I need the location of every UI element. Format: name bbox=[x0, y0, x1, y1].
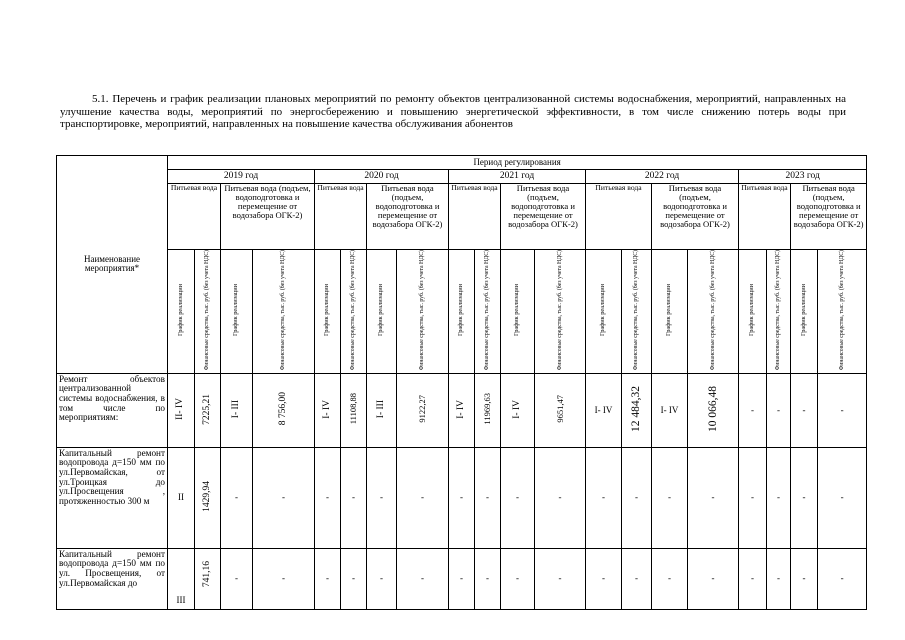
cell: I- IV bbox=[315, 373, 341, 447]
cell: - bbox=[622, 447, 652, 548]
cell: III bbox=[168, 548, 195, 609]
cell: II- IV bbox=[168, 373, 195, 447]
row-name: Капитальный ремонт водопровода д=150 мм по ул. Просвещения, от ул.Первомайская до bbox=[57, 548, 168, 609]
cell: - bbox=[791, 548, 818, 609]
group-drinking-ogk-2019: Питьевая вода (подъем, водоподготовка и перемещение от водозабора ОГК-2) bbox=[221, 184, 315, 250]
cell: - bbox=[253, 548, 315, 609]
cell: - bbox=[586, 447, 622, 548]
cell: - bbox=[341, 447, 367, 548]
cell: - bbox=[253, 447, 315, 548]
group-drinking-2021: Питьевая вода bbox=[449, 184, 501, 250]
cell: I- IV bbox=[652, 373, 688, 447]
cell: 7225,21 bbox=[195, 373, 221, 447]
group-drinking-ogk-2023: Питьевая вода (подъем, водоподготовка и перемещение от водозабора ОГК-2) bbox=[791, 184, 867, 250]
cell: I- III bbox=[221, 373, 253, 447]
cell: - bbox=[449, 447, 475, 548]
cell: - bbox=[449, 548, 475, 609]
cell: - bbox=[221, 447, 253, 548]
cell: II bbox=[168, 447, 195, 548]
cell: I- IV bbox=[501, 373, 535, 447]
cell: - bbox=[367, 548, 397, 609]
col-finance: Финансовые средства, тыс. руб. (без учета НДС) bbox=[475, 250, 501, 374]
year-2023: 2023 год bbox=[739, 170, 867, 184]
cell: - bbox=[397, 447, 449, 548]
col-finance: Финансовые средства, тыс. руб. (без учета НДС) bbox=[767, 250, 791, 374]
col-schedule: График реализации bbox=[449, 250, 475, 374]
cell: 11969,63 bbox=[475, 373, 501, 447]
name-column-header: Наименование мероприятия* bbox=[57, 156, 168, 374]
cell: - bbox=[767, 373, 791, 447]
cell: - bbox=[315, 447, 341, 548]
cell: 11108,88 bbox=[341, 373, 367, 447]
cell: I- III bbox=[367, 373, 397, 447]
cell: 12 484,32 bbox=[622, 373, 652, 447]
col-finance: Финансовые средства, тыс. руб. (без учета НДС) bbox=[688, 250, 739, 374]
cell: - bbox=[818, 447, 867, 548]
cell: - bbox=[767, 548, 791, 609]
cell: - bbox=[818, 373, 867, 447]
cell: 8 756,00 bbox=[253, 373, 315, 447]
col-schedule: График реализации bbox=[586, 250, 622, 374]
col-finance: Финансовые средства, тыс. руб. (без учета НДС) bbox=[253, 250, 315, 374]
group-drinking-2022: Питьевая вода bbox=[586, 184, 652, 250]
cell: - bbox=[622, 548, 652, 609]
cell: - bbox=[475, 548, 501, 609]
cell: - bbox=[739, 373, 767, 447]
cell: - bbox=[791, 373, 818, 447]
year-2020: 2020 год bbox=[315, 170, 449, 184]
cell: - bbox=[586, 548, 622, 609]
year-2022: 2022 год bbox=[586, 170, 739, 184]
cell: I- IV bbox=[586, 373, 622, 447]
group-drinking-ogk-2021: Питьевая вода (подъем, водоподготовка и перемещение от водозабора ОГК-2) bbox=[501, 184, 586, 250]
cell: - bbox=[739, 548, 767, 609]
cell: - bbox=[367, 447, 397, 548]
col-finance: Финансовые средства, тыс. руб. (без учета НДС) bbox=[535, 250, 586, 374]
group-drinking-2023: Питьевая вода bbox=[739, 184, 791, 250]
group-drinking-ogk-2022: Питьевая вода (подъем, водоподготовка и перемещение от водозабора ОГК-2) bbox=[652, 184, 739, 250]
cell: - bbox=[688, 447, 739, 548]
cell: - bbox=[535, 548, 586, 609]
col-schedule: График реализации bbox=[652, 250, 688, 374]
cell: 1429,94 bbox=[195, 447, 221, 548]
period-header: Период регулирования bbox=[168, 156, 867, 170]
row-name: Ремонт объектов централизованной системы водоснабжения, в том числе по мероприятиям: bbox=[57, 373, 168, 447]
group-drinking-2019: Питьевая вода bbox=[168, 184, 221, 250]
col-finance: Финансовые средства, тыс. руб. (без учета НДС) bbox=[622, 250, 652, 374]
col-schedule: График реализации bbox=[367, 250, 397, 374]
cell: 741,16 bbox=[195, 548, 221, 609]
cell: - bbox=[652, 447, 688, 548]
cell: - bbox=[535, 447, 586, 548]
group-drinking-ogk-2020: Питьевая вода (подъем, водоподготовка и перемещение от водозабора ОГК-2) bbox=[367, 184, 449, 250]
cell: - bbox=[501, 548, 535, 609]
table-row bbox=[57, 373, 867, 447]
cell: I- IV bbox=[449, 373, 475, 447]
table-row bbox=[57, 447, 867, 548]
row-name: Капитальный ремонт водопровода д=150 мм по ул.Первомайская, от ул.Троицкая до ул.Просвещения , протяженностью 300 м bbox=[57, 447, 168, 548]
cell: - bbox=[501, 447, 535, 548]
cell: - bbox=[767, 447, 791, 548]
col-finance: Финансовые средства, тыс. руб. (без учета НДС) bbox=[195, 250, 221, 374]
col-schedule: График реализации bbox=[221, 250, 253, 374]
group-drinking-2020: Питьевая вода bbox=[315, 184, 367, 250]
cell: 10 066,48 bbox=[688, 373, 739, 447]
cell: - bbox=[791, 447, 818, 548]
cell: - bbox=[341, 548, 367, 609]
cell: - bbox=[739, 447, 767, 548]
col-finance: Финансовые средства, тыс. руб. (без учета НДС) bbox=[341, 250, 367, 374]
col-schedule: График реализации bbox=[791, 250, 818, 374]
cell: - bbox=[315, 548, 341, 609]
cell: - bbox=[688, 548, 739, 609]
year-2019: 2019 год bbox=[168, 170, 315, 184]
cell: - bbox=[475, 447, 501, 548]
col-schedule: График реализации bbox=[501, 250, 535, 374]
col-schedule: График реализации bbox=[315, 250, 341, 374]
col-schedule: График реализации bbox=[739, 250, 767, 374]
cell: 9651,47 bbox=[535, 373, 586, 447]
col-finance: Финансовые средства, тыс. руб. (без учета НДС) bbox=[397, 250, 449, 374]
year-2021: 2021 год bbox=[449, 170, 586, 184]
cell: 9122,27 bbox=[397, 373, 449, 447]
col-schedule: График реализации bbox=[168, 250, 195, 374]
col-finance: Финансовые средства, тыс. руб. (без учета НДС) bbox=[818, 250, 867, 374]
cell: - bbox=[221, 548, 253, 609]
cell: - bbox=[652, 548, 688, 609]
plan-table bbox=[56, 155, 867, 610]
table-row bbox=[57, 548, 867, 609]
cell: - bbox=[818, 548, 867, 609]
cell: - bbox=[397, 548, 449, 609]
section-heading: 5.1. Перечень и график реализации плановых мероприятий по ремонту объектов централизованной системы водоснабжения, мероприятий, направленных на улучшение качества воды, мероприятий по энергосбережению и повышению энергетической эффективности, в том числе снижению потерь воды при транспортировке, мероприятий, направленных на повышение качества обслуживания абонентов bbox=[60, 93, 846, 131]
